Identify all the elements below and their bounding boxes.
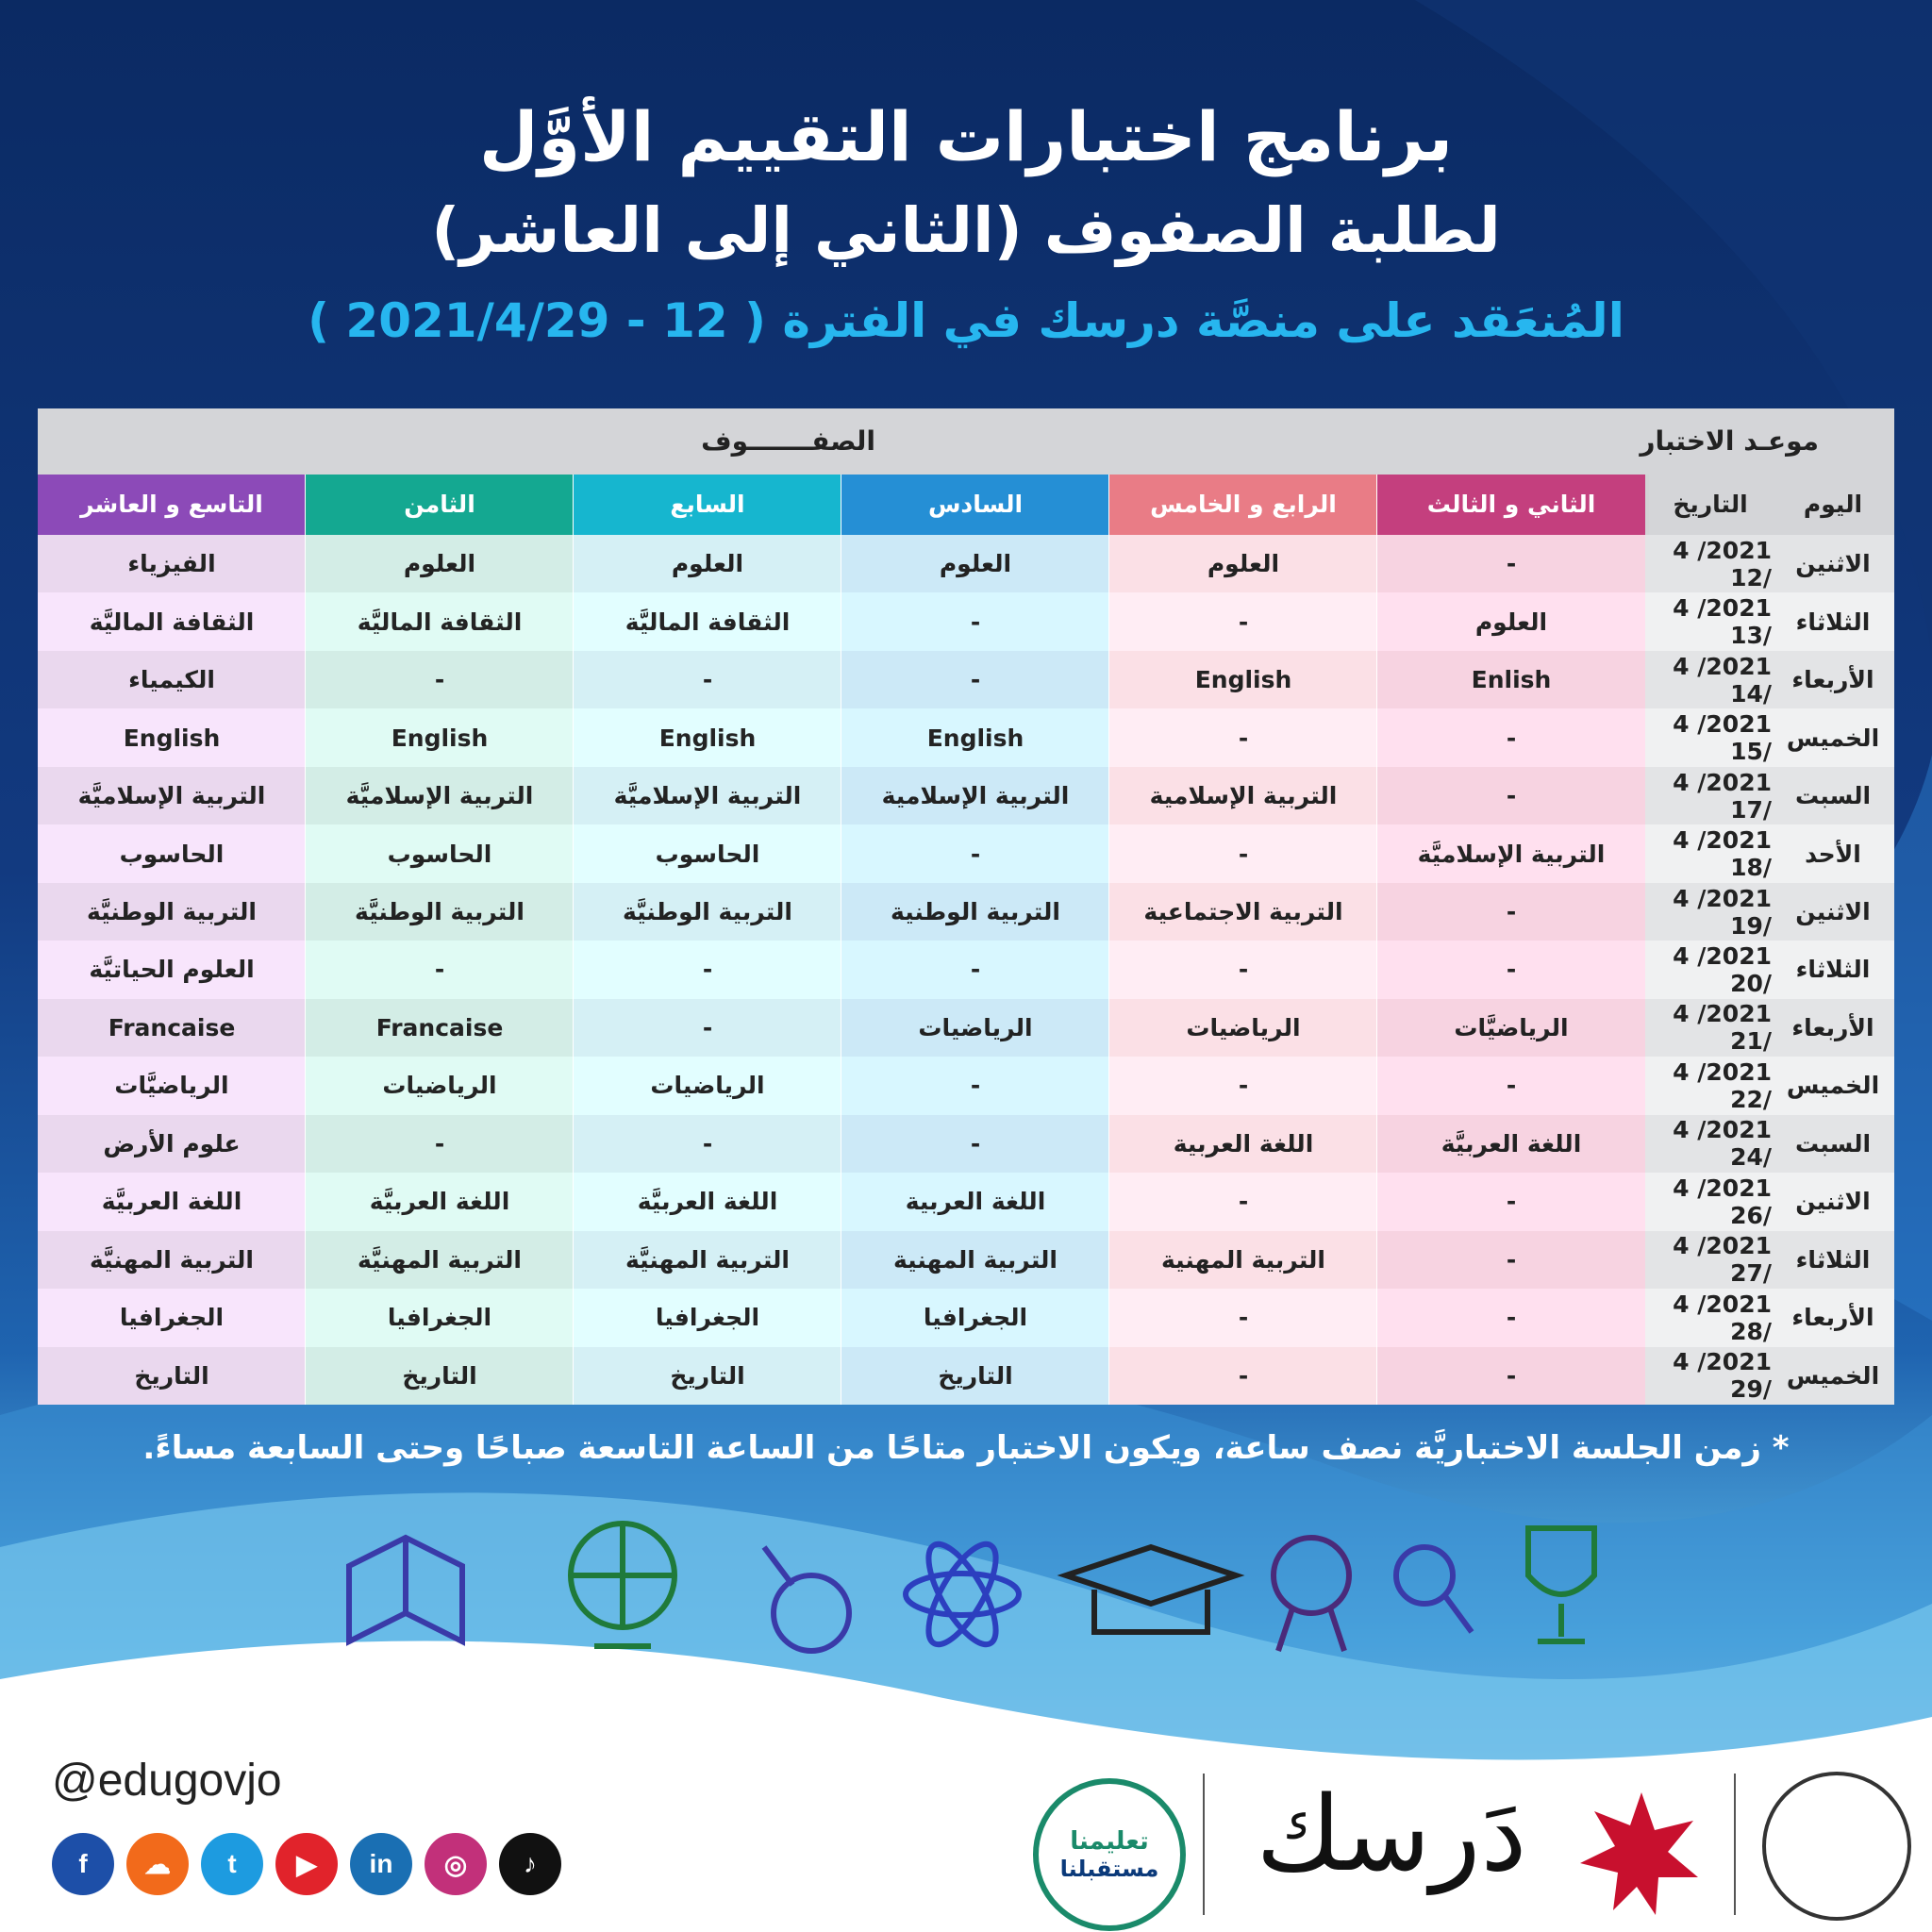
cell-subject: اللغة العربيَّة [574, 1173, 841, 1230]
column-divider [305, 475, 306, 1405]
cell-subject: التربية الإسلاميَّة [574, 767, 841, 824]
col-header-grade: السابع [574, 475, 841, 535]
cell-subject: - [841, 651, 1109, 708]
cell-subject: - [841, 592, 1109, 650]
cell-date: 2021/ 4 /27 [1645, 1231, 1772, 1289]
cell-subject: - [574, 1115, 841, 1173]
cell-day: الثلاثاء [1772, 592, 1894, 650]
book-icon [349, 1538, 462, 1641]
cell-subject: Francaise [38, 999, 306, 1057]
cell-subject: الجغرافيا [841, 1289, 1109, 1346]
cell-subject: - [1377, 535, 1645, 592]
cell-subject: الجغرافيا [574, 1289, 841, 1346]
table-row [38, 1231, 1894, 1289]
cell-date: 2021/ 4 /24 [1645, 1115, 1772, 1173]
cell-subject: الثقافة الماليَّة [306, 592, 574, 650]
cell-subject: العلوم [306, 535, 574, 592]
table-row [38, 535, 1894, 592]
page-subtitle: لطلبة الصفوف (الثاني إلى العاشر) [431, 194, 1501, 267]
cell-subject: - [1109, 708, 1377, 766]
cell-subject: - [1377, 883, 1645, 941]
table-row [38, 999, 1894, 1057]
cell-date: 2021/ 4 /13 [1645, 592, 1772, 650]
tiktok-icon[interactable]: ♪ [499, 1833, 561, 1895]
cell-day: الثلاثاء [1772, 941, 1894, 998]
table-row [38, 767, 1894, 824]
column-divider [1376, 475, 1377, 1405]
globe-icon [571, 1524, 675, 1646]
cell-subject: التربية المهنية [841, 1231, 1109, 1289]
cell-subject: - [574, 999, 841, 1057]
cell-subject: التربية الوطنيَّة [306, 883, 574, 941]
table-row [38, 708, 1894, 766]
table-row [38, 592, 1894, 650]
cell-subject: اللغة العربيَّة [306, 1173, 574, 1230]
cell-day: الاثنين [1772, 883, 1894, 941]
cell-subject: - [1109, 941, 1377, 998]
cell-day: الخميس [1772, 1347, 1894, 1405]
cell-subject: العلوم الحياتيَّة [38, 941, 306, 998]
cell-day: الخميس [1772, 1057, 1894, 1114]
title-block [0, 90, 1932, 363]
cell-subject: - [306, 651, 574, 708]
col-header-date: التاريخ [1649, 475, 1772, 535]
cell-subject: التربية الاجتماعية [1109, 883, 1377, 941]
schedule-table [38, 408, 1894, 1405]
page-title: برنامج اختبارات التقييم الأوَّل [478, 97, 1454, 176]
cell-subject: English [306, 708, 574, 766]
cell-subject: الجغرافيا [38, 1289, 306, 1346]
cell-subject: التاريخ [306, 1347, 574, 1405]
cell-day: الأربعاء [1772, 999, 1894, 1057]
cell-subject: - [1109, 592, 1377, 650]
twitter-icon[interactable]: t [201, 1833, 263, 1895]
cell-subject: - [1109, 1173, 1377, 1230]
cell-subject: الثقافة الماليَّة [38, 592, 306, 650]
table-row [38, 941, 1894, 998]
instagram-icon[interactable]: ◎ [425, 1833, 487, 1895]
footnote: * زمن الجلسة الاختباريَّة نصف ساعة، ويكون الاختبار متاحًا من الساعة التاسعة صباحًا وحتى السابعة مساءً. [142, 1429, 1790, 1467]
cell-subject: - [1377, 1057, 1645, 1114]
linkedin-icon[interactable]: in [350, 1833, 412, 1895]
facebook-icon[interactable]: f [52, 1833, 114, 1895]
cell-subject: - [1109, 1289, 1377, 1346]
cell-subject: العلوم [1377, 592, 1645, 650]
cell-subject: التربية الإسلاميَّة [1377, 824, 1645, 882]
darsak-logo: دَرسك [1256, 1774, 1527, 1894]
col-header-grade: الثامن [306, 475, 574, 535]
cell-subject: التاريخ [38, 1347, 306, 1405]
cell-subject: الحاسوب [306, 824, 574, 882]
cell-date: 2021/ 4 /28 [1645, 1289, 1772, 1346]
column-divider [1108, 475, 1109, 1405]
cell-subject: الحاسوب [38, 824, 306, 882]
cell-subject: العلوم [841, 535, 1109, 592]
cell-subject: الثقافة الماليَّة [574, 592, 841, 650]
cell-subject: Francaise [306, 999, 574, 1057]
col-header-grade: الرابع و الخامس [1109, 475, 1377, 535]
col-header-grade: الثاني و الثالث [1377, 475, 1645, 535]
cell-date: 2021/ 4 /20 [1645, 941, 1772, 998]
cell-subject: - [574, 941, 841, 998]
cell-subject: الرياضيات [306, 1057, 574, 1114]
cell-subject: English [1109, 651, 1377, 708]
cell-subject: - [306, 941, 574, 998]
social-handle[interactable]: @edugovjo [52, 1756, 282, 1806]
cell-subject: - [1109, 1347, 1377, 1405]
cell-subject: العلوم [1109, 535, 1377, 592]
cell-date: 2021/ 4 /21 [1645, 999, 1772, 1057]
cell-subject: التاريخ [574, 1347, 841, 1405]
cell-subject: - [1377, 1347, 1645, 1405]
trophy-icon [1528, 1528, 1594, 1641]
cell-subject: الرياضيَّات [38, 1057, 306, 1114]
cell-subject: اللغة العربية [1109, 1115, 1377, 1173]
cell-day: الخميس [1772, 708, 1894, 766]
cell-day: الثلاثاء [1772, 1231, 1894, 1289]
cell-subject: التربية الإسلامية [841, 767, 1109, 824]
cell-subject: التربية الوطنيَّة [574, 883, 841, 941]
table-row [38, 1057, 1894, 1114]
cell-subject: - [306, 1115, 574, 1173]
youtube-icon[interactable]: ▶ [275, 1833, 338, 1895]
cell-subject: Enlish [1377, 651, 1645, 708]
slogan-badge: تعليمنا مستقبلنا [1033, 1778, 1186, 1931]
cell-date: 2021/ 4 /26 [1645, 1173, 1772, 1230]
cell-subject: اللغة العربيَّة [38, 1173, 306, 1230]
table-row [38, 1173, 1894, 1230]
cell-subject: التربية المهنيَّة [38, 1231, 306, 1289]
footer-divider-2 [1734, 1774, 1736, 1915]
cell-subject: الحاسوب [574, 824, 841, 882]
column-divider [573, 475, 574, 1405]
cell-subject: اللغة العربية [841, 1173, 1109, 1230]
table-row [38, 824, 1894, 882]
period-text: المُنعَقد على منصَّة درسك في الفترة ( 12 - 2021/4/29 ) [308, 293, 1624, 348]
cell-day: الاثنين [1772, 1173, 1894, 1230]
cell-subject: الرياضيات [1109, 999, 1377, 1057]
cell-subject: - [574, 651, 841, 708]
cell-subject: الرياضيَّات [1377, 999, 1645, 1057]
cell-subject: التاريخ [841, 1347, 1109, 1405]
cell-subject: - [1377, 1289, 1645, 1346]
cell-subject: - [1377, 941, 1645, 998]
soundcloud-icon[interactable]: ☁ [126, 1833, 189, 1895]
flask-icon [764, 1547, 849, 1651]
cell-subject: - [1109, 1057, 1377, 1114]
cell-subject: - [1109, 824, 1377, 882]
cell-subject: التربية المهنيَّة [574, 1231, 841, 1289]
cell-day: الأحد [1772, 824, 1894, 882]
atom-icon [906, 1535, 1019, 1654]
group-grades-label: الصفـــــــوف [701, 425, 875, 457]
cell-subject: الرياضيات [574, 1057, 841, 1114]
cell-subject: - [1377, 1231, 1645, 1289]
col-header-grade: السادس [841, 475, 1109, 535]
cell-subject: التربية الوطنية [841, 883, 1109, 941]
cell-date: 2021/ 4 /22 [1645, 1057, 1772, 1114]
cell-date: 2021/ 4 /12 [1645, 535, 1772, 592]
cell-subject: الكيمياء [38, 651, 306, 708]
table-row [38, 1289, 1894, 1346]
cell-subject: - [1377, 767, 1645, 824]
table-row [38, 1347, 1894, 1405]
col-header-day: اليوم [1772, 475, 1894, 535]
cell-subject: English [841, 708, 1109, 766]
cell-date: 2021/ 4 /18 [1645, 824, 1772, 882]
cell-day: الأربعاء [1772, 651, 1894, 708]
cell-subject: - [1377, 708, 1645, 766]
table-group-header [38, 408, 1894, 475]
cell-date: 2021/ 4 /29 [1645, 1347, 1772, 1405]
cell-subject: English [574, 708, 841, 766]
cell-subject: - [1377, 1173, 1645, 1230]
table-row [38, 883, 1894, 941]
cell-subject: English [38, 708, 306, 766]
cell-subject: الفيزياء [38, 535, 306, 592]
cell-subject: - [841, 824, 1109, 882]
cell-subject: التربية الوطنيَّة [38, 883, 306, 941]
magnifier-icon [1396, 1547, 1472, 1632]
table-row [38, 651, 1894, 708]
cell-subject: - [841, 941, 1109, 998]
award-ribbon-icon [1274, 1538, 1349, 1651]
cell-subject: الرياضيات [841, 999, 1109, 1057]
cell-subject: الجغرافيا [306, 1289, 574, 1346]
table-row [38, 1115, 1894, 1173]
cell-day: الاثنين [1772, 535, 1894, 592]
cell-subject: علوم الأرض [38, 1115, 306, 1173]
icons-strip [340, 1509, 1613, 1660]
col-header-grade: التاسع و العاشر [38, 475, 306, 535]
cell-subject: - [841, 1057, 1109, 1114]
cell-date: 2021/ 4 /17 [1645, 767, 1772, 824]
cell-subject: اللغة العربيَّة [1377, 1115, 1645, 1173]
cell-day: السبت [1772, 767, 1894, 824]
footer-divider [1203, 1774, 1205, 1915]
ministry-seal [1762, 1772, 1911, 1921]
cell-date: 2021/ 4 /14 [1645, 651, 1772, 708]
group-schedule-label: موعـد الاختبار [1640, 425, 1819, 457]
cell-subject: - [841, 1115, 1109, 1173]
cell-day: السبت [1772, 1115, 1894, 1173]
cell-day: الأربعاء [1772, 1289, 1894, 1346]
cell-subject: التربية الإسلامية [1109, 767, 1377, 824]
social-links [52, 1833, 561, 1895]
cell-date: 2021/ 4 /19 [1645, 883, 1772, 941]
cell-subject: التربية الإسلاميَّة [38, 767, 306, 824]
graduation-cap-icon [1066, 1547, 1236, 1632]
cell-date: 2021/ 4 /15 [1645, 708, 1772, 766]
cell-subject: العلوم [574, 535, 841, 592]
jordan-star-icon [1575, 1788, 1707, 1920]
cell-subject: التربية الإسلاميَّة [306, 767, 574, 824]
cell-subject: التربية المهنيَّة [306, 1231, 574, 1289]
cell-subject: التربية المهنية [1109, 1231, 1377, 1289]
